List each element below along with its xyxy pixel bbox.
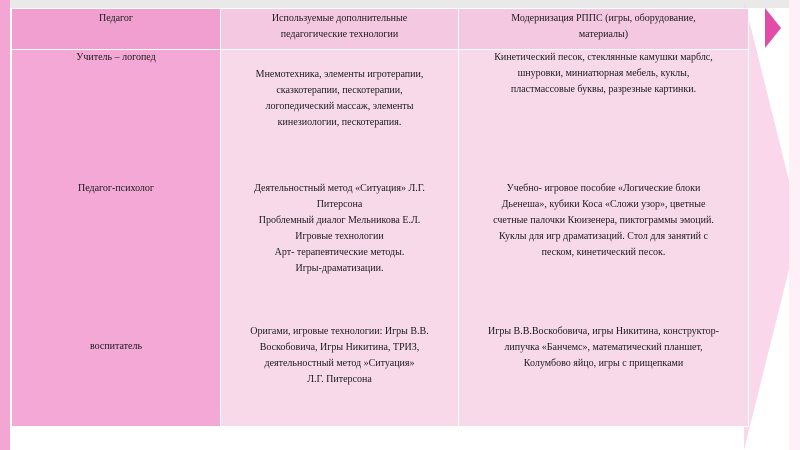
left-decor-band xyxy=(0,0,10,450)
technologies-speech-therapist: Мнемотехника, элементы игротерапии, сказкотерапии, пескотерапии, логопедический массаж, элементы кинезиологии, пескотерапия. xyxy=(255,69,424,128)
header-environment: Модернизация РППС (игры, оборудование, материалы) xyxy=(459,9,749,50)
table-header-row xyxy=(12,9,749,50)
environment-psychologist: Учебно- игровое пособие «Логические блоки Дьенеша», кубики Коса «Сложи узор», цветные счетные палочки Кюизенера, пиктограммы эмоций. Куклы для игр драматизаций. Стол для занятий с песком, кинетический песок. xyxy=(493,183,714,258)
arrow-decor-small xyxy=(765,8,781,48)
technologies-column xyxy=(221,50,459,427)
header-teacher: Педагог xyxy=(12,9,221,50)
technologies-psychologist: Деятельностный метод «Ситуация» Л.Г. Питерсона Проблемный диалог Мельникова Е.Л. Игровые технологии Арт- терапевтические методы. Игры-драматизации. xyxy=(254,183,425,274)
role-speech-therapist: Учитель – логопед xyxy=(76,52,156,63)
environment-column xyxy=(459,50,749,427)
right-decor-band xyxy=(789,0,800,450)
environment-speech-therapist: Кинетический песок, стеклянные камушки марблс, шнуровки, миниатюрная мебель, куклы, пластмассовые буквы, разрезные картинки. xyxy=(494,52,713,95)
role-educator: воспитатель xyxy=(89,341,143,352)
technologies-educator: Оригами, игровые технологии: Игры В.В. Воскобовича, Игры Никитина, ТРИЗ, деятельностный метод »Ситуация» Л.Г. Питерсона xyxy=(250,326,429,385)
table-row xyxy=(12,50,749,427)
header-technologies: Используемые дополнительные педагогические технологии xyxy=(221,9,459,50)
pedagogy-table xyxy=(11,8,749,427)
environment-educator: Игры В.В.Воскобовича, игры Никитина, конструктор- липучка «Банчемс», математический планшет, Колумбово яйцо, игры с прищепками xyxy=(488,326,719,369)
teacher-column xyxy=(12,50,221,427)
role-psychologist: Педагог-психолог xyxy=(77,183,155,194)
top-decor-band xyxy=(0,0,800,8)
